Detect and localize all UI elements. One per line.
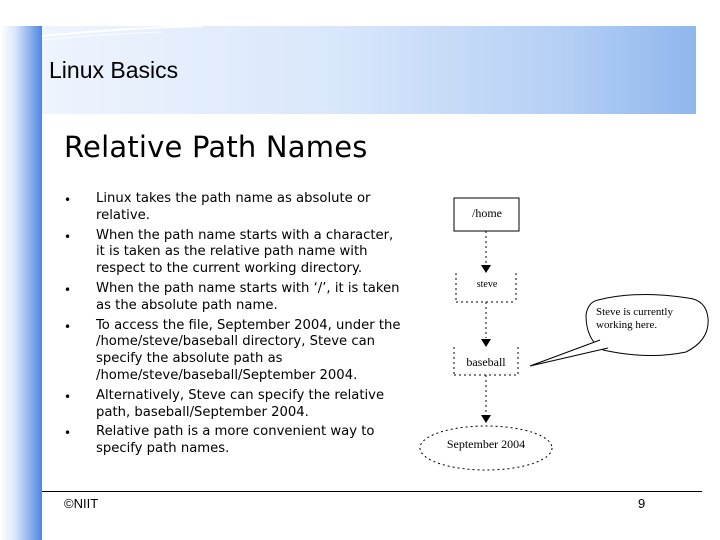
bullet-item	[64, 318, 406, 385]
bullet-text: When the path name starts with ‘/’, it is taken as the absolute path name.	[96, 280, 400, 313]
node-steve-label: steve	[476, 279, 498, 290]
bullet-item	[64, 388, 406, 422]
bullet-text: Linux takes the path name as absolute or relative.	[96, 191, 371, 223]
arrow-down-icon	[481, 415, 491, 423]
arrow-down-icon	[481, 339, 491, 347]
page-number: 9	[638, 496, 646, 511]
bullet-item	[64, 228, 406, 278]
callout-text: Steve is currently working here.	[596, 306, 673, 331]
bullet-text: Relative path is a more convenient way to specify path names.	[96, 424, 375, 457]
bullet-text: Alternatively, Steve can specify the relative path, baseball/September 2004.	[96, 387, 385, 420]
bullet-text: To access the file, September 2004, under the /home/steve/baseball directory, Steve can specify the absolute path as /home/steve/baseball/September 2004.	[96, 317, 401, 383]
bullet-dot-icon: •	[64, 282, 72, 297]
bullet-text: When the path name starts with a character, it is taken as the relative path name with respect to the current working directory.	[96, 227, 394, 277]
bullet-item	[64, 191, 406, 225]
bullet-dot-icon: •	[64, 389, 72, 404]
bullet-dot-icon: •	[64, 193, 72, 207]
callout-pointer	[530, 340, 608, 366]
node-home-label: /home	[472, 206, 502, 220]
bullet-item	[64, 281, 406, 315]
course-title: Linux Basics	[49, 57, 179, 83]
arrow-down-icon	[481, 265, 491, 273]
bullet-dot-icon: •	[64, 319, 72, 334]
directory-tree-diagram	[418, 190, 714, 480]
bullet-item	[64, 424, 406, 458]
node-september-label: September 2004	[446, 437, 526, 451]
bullet-list	[64, 191, 406, 461]
footer-divider	[42, 491, 702, 492]
bullet-dot-icon: •	[64, 229, 72, 244]
slide-title: Relative Path Names	[64, 130, 368, 164]
copyright-text: ©NIIT	[64, 496, 99, 511]
node-baseball-label: baseball	[466, 355, 506, 369]
left-gradient-bar	[0, 26, 42, 540]
bullet-dot-icon: •	[64, 426, 72, 441]
